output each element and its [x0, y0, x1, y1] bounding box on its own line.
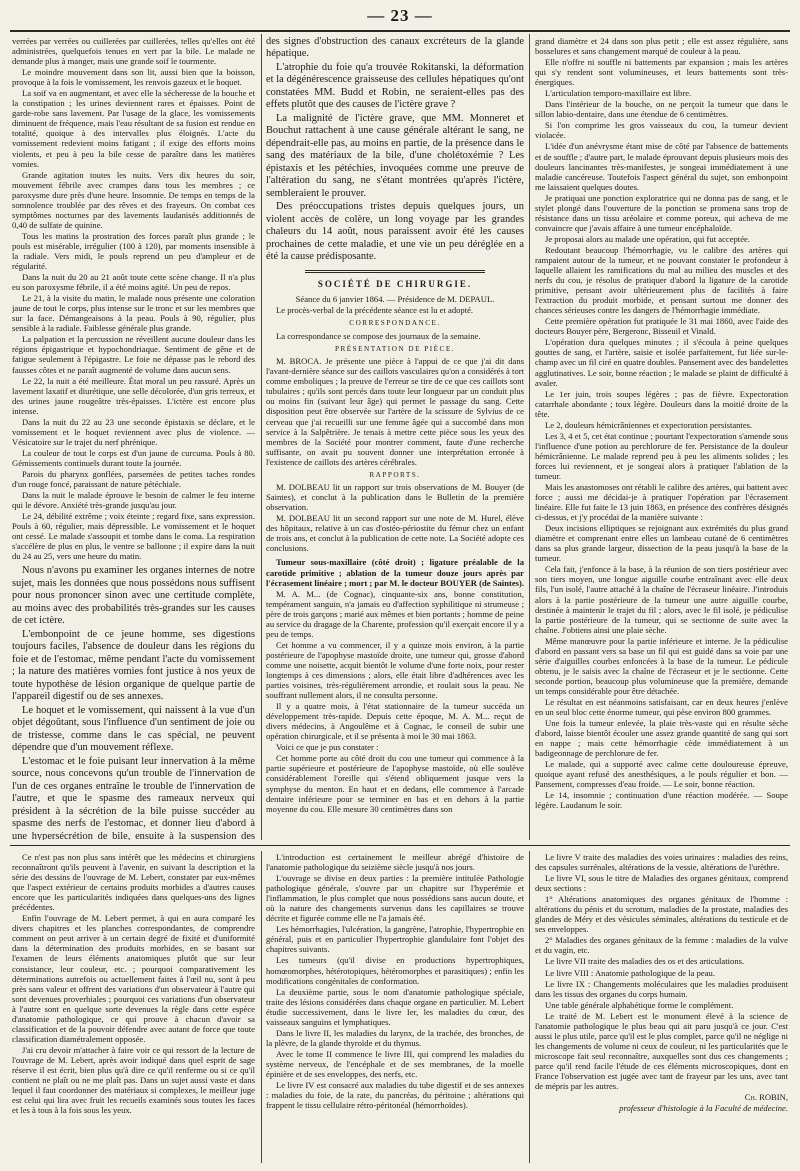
column-divider — [529, 34, 530, 840]
session-line: Séance du 6 janvier 1864. — Présidence de M. DEPAUL. — [295, 294, 495, 305]
paragraph: La soif va en augmentant, et avec elle la sécheresse de la bouche et la constipation ; les urines deviennent rares et épaisses. Point de garde-robe sans lavement. Par l'usage de la glace, les vomissements diminuent de fréquence, mais l'eau résultant de sa fusion est rendue en totalité, quoique à des intervalles plus éloignés. L'acte du vomissement redevient moins fatigant ; il exige des efforts moins violents, et peu à peu la bile cesse de paraître dans les matières vomies. — [12, 88, 255, 169]
paragraph: J'ai cru devoir m'attacher à faire voir ce qui ressort de la lecture de l'ouvrage de M. Lebert, après avoir indiqué dans quel esprit de sage réserve il est écrit, bien plus qu'à dire ce qu'il renferme ou si ce qu'il contient ne plaît ou ne me plaît pas. Dans un sujet aussi vaste et dans lequel il faut coordonner des matériaux si complexes, le meilleur juge est celui qui lira avec fruit les recueils examinés sous toutes les faces et les à tous à la fois sous les yeux. — [12, 1044, 255, 1116]
reports-heading: RAPPORTS. — [369, 470, 421, 479]
paragraph: M. A. M... (de Cognac), cinquante-six ans, bonne constitution, tempérament sanguin, n'a jamais eu d'affection syphilitique ni strumeuse ; père de trois garçons ; marié aux mêmes et bien portants ; homme de peine au service du dragage de la Charente, profession qu'il exerçait encore il y a peu de temps. — [266, 588, 524, 639]
paragraph: Si l'on comprime les gros vaisseaux du cou, la tumeur devient violacée. — [535, 120, 788, 141]
paragraph: Le livre IV est consacré aux maladies du tube digestif et de ses annexes : maladies du foie, de la rate, du pancréas, du péritoine ; altérations qui frappent le tissu cellulaire rétro-péritonéal (hémorrhoïdes). — [266, 1080, 524, 1111]
paragraph: Le 1er juin, trois soupes légères ; pas de fièvre. Expectoration catarrhale abondante ; toux légère. Douleurs dans la moitié droite de la tête. — [535, 388, 788, 419]
paragraph: Le 21, à la visite du matin, le malade nous présente une coloration jaune de tout le corps, plus intense sur le tronc et sur les membres que sur la face. Démangeaisons à la peau. Pouls à 90, régulier, plus sensible à la radiale. Faiblesse générale plus grande. — [12, 293, 255, 334]
society-title: SOCIÉTÉ DE CHIRURGIE. — [317, 278, 473, 289]
paragraph: Le livre IX : Changements moléculaires que les maladies produisent dans les tissus des organes du corps humain. — [535, 978, 788, 999]
separator — [305, 270, 486, 273]
paragraph: Cet homme porte au côté droit du cou une tumeur qui commence à la partie supérieure et postérieure de l'apophyse mastoïde, où elle soulève considérablement l'oreille qui s'étend obliquement jusque vers la symphyse du menton. En haut et en dedans, elle commence à l'arcade dentaire inférieure pour se terminer en bas et en dehors à la partie moyenne du cou. Elle mesure 30 centimètres dans son — [266, 753, 524, 814]
paragraph: Parois du pharynx gonflées, parsemées de petites taches rondes d'un rouge foncé, paraissant de nature pétéchiale. — [12, 468, 255, 490]
paragraph: La correspondance se compose des journaux de la semaine. — [276, 330, 481, 341]
paragraph: M. BROCA. Je présente une pièce à l'appui de ce que j'ai dit dans l'avant-dernière séance sur des caillots vasculaires qu'on a considérés à tort comme emboliques ; la preuve de l'erreur se tire de ce que ces caillots sont tubulaires ; qu'ils sont percés dans toute leur longueur par un conduit plus ou moins fin (suivant leur âge) qui permet le passage du sang. Cette disposition peut être observée sur l'artère de la scissure de Sylvius de ce cerveau que j'ai recueilli sur une femme âgée qui a succombé dans mon service à la Salpêtrière. Je tenais à mettre cette pièce sous les yeux des membres de la Société pour montrer comment, faute d'une recherche suffisante, on avait pu souvent donner une interprétation erronée à l'existence de caillots des artères cérébrales. — [266, 356, 524, 467]
top-rule — [10, 30, 790, 32]
paragraph: Le livre VII traite des maladies des os et des articulations. — [545, 956, 745, 967]
author-title: professeur d'histologie à la Faculté de médecine. — [619, 1103, 788, 1114]
paragraph: Le résultat en est néanmoins satisfaisant, car en deux heures j'enlève en un seul bloc cette énorme tumeur, qui pèse environ 800 grammes. — [535, 697, 788, 718]
paragraph: Redoutant beaucoup l'hémorrhagie, vu le calibre des artères qui rampaient autour de la tumeur, et ne pouvant constater le profondeur à laquelle allaient les ramifications du mal au milieu des muscles et des nerfs du cou, je résolus de pratiquer d'abord la ligature de la carotide primitive, pensant avoir ultérieurement plus de facilités à faire l'extraction du produit morbide, et pensant surtout me donner des chances sérieuses contre les dangers de l'hémorrhagie immédiate. — [535, 244, 788, 316]
paragraph: Le livre VI, sous le titre de Maladies des organes génitaux, comprend deux sections : — [535, 873, 788, 894]
paragraph: La palpation et la percussion ne réveillent aucune douleur dans les régions épigastrique et hypochondriaque. Sentiment de gêne et de fatigue seulement à l'épigastre. Le foie ne dépasse pas le rebord des fausses côtes et ne paraît augmenté de volume dans aucun sens. — [12, 334, 255, 375]
paragraph: L'embonpoint de ce jeune homme, ses digestions toujours faciles, l'absence de douleur dans les régions du foie et de l'estomac, même pendant l'acte du vomissement ; la nature des matières vomies font justice à nos yeux de toute hypothèse de lésion organique de quelque partie de l'appareil digestif ou de ses annexes. — [12, 628, 255, 703]
paragraph: Les 3, 4 et 5, cet état continue ; pourtant l'expectoration s'amende sous l'influence d'une potion au perchlorure de fer. Persistance de la douleur hémicrânienne. Le malade reprend peu à peu les aliments solides ; les forces lui reviennent, et je songeai alors à pratiquer l'ablation de la tumeur. — [535, 430, 788, 481]
paragraph: Les tumeurs (qu'il divise en productions hypertrophiques, homœomorphes, hétérotopiques, hétéromorphes et parasitiques) ; enfin les modifications congénitales de conformation. — [266, 955, 524, 986]
paragraph: Le 22, la nuit a été meilleure. État moral un peu rassuré. Après un lavement laxatif et diurétique, une selle décolorée, d'un gris terreux, et des urines jaune rougeâtre très-épaisses. L'ictère est encore plus intense. — [12, 375, 255, 416]
discussion — [12, 565, 255, 840]
discussion-continued — [266, 36, 524, 264]
section-rule — [10, 845, 790, 846]
paragraph: Tous les matins la prostration des forces paraît plus grande ; le pouls est misérable, irrégulier (100 à 120), par moments insensible à la radiale. Vers midi, le pouls reprend un peu d'ampleur et de régularité. — [12, 230, 255, 272]
paragraph: des signes d'obstruction des canaux excréteurs de la glande hépatique. — [266, 36, 524, 60]
paragraph: M. DOLBEAU lit un second rapport sur une note de M. Hurel, élève des hôpitaux, relative à un cas d'ostéo-périostite du fémur chez un enfant de trois ans, et conclut à la publication de cette note. La Société adopte ces conclusions. — [266, 513, 524, 554]
paragraph: grand diamètre et 24 dans son plus petit ; elle est assez régulière, sans bosselures et sans changement marqué de couleur à la peau. — [535, 36, 788, 57]
column-divider — [529, 851, 530, 1163]
minutes: Le procès-verbal de la précédente séance est lu et adopté. — [276, 305, 474, 316]
case-notes — [12, 36, 255, 561]
paragraph: Le traité de M. Lebert est le monument élevé à la science de l'anatomie pathologique le plus beau qui ait paru jusqu'à ce jour. C'est aussi le plus utile, parce qu'il est le plus complet, parce qu'il ne néglige ni les changements de volume ni ceux de couleur, ni les particularités que le microscope fait seul reconnaître, auxquelles sont dus ces changements ; parce qu'il rend facile l'étude de ces éléments microscopiques, dont en France l'observation est jugée avec tant de frayeur par les uns, avec tant de mépris par les autres. — [535, 1010, 788, 1092]
paragraph: La couleur de tout le corps est d'un jaune de curcuma. Pouls à 80. Gémissements continuels durant toute la journée. — [12, 447, 255, 468]
lower-column-2 — [266, 852, 524, 1163]
paragraph: Dans la nuit du 20 au 21 août toute cette scène change. Il n'a plus eu son paroxysme fébrile, il a été moins agité. Un peu de repos. — [12, 272, 255, 293]
paragraph: Le 2, douleurs hémicrâniennes et expectoration persistantes. — [545, 419, 753, 430]
paragraph: L'atrophie du foie qu'a trouvée Rokitanski, la déformation et la dégénérescence graisseuse des cellules hépatiques qu'ont constatées MM. Budd et Robin, ne seraient-elles pas des effets plutôt que des causes de l'ictère grave ? — [266, 61, 524, 111]
paragraph: Dans l'intérieur de la bouche, on ne perçoit la tumeur que dans le sillon labio-dentaire, dans une étendue de 6 centimètres. — [535, 99, 788, 120]
paragraph: Dans la nuit du 22 au 23 une seconde épistaxis se déclare, et le vomissement et le hoquet reviennent avec plus de violence. — Vésicatoire sur le trajet du nerf phrénique. — [12, 416, 255, 447]
paragraph: Je proposai alors au malade une opération, qui fut acceptée. — [545, 233, 750, 244]
paragraph: Avec le tome II commence le livre III, qui comprend les maladies du système nerveux, de l'encéphale et de ses membranes, de la moelle épinière et de ses enveloppes, des nerfs, etc. — [266, 1048, 524, 1079]
paragraph: Même manœuvre pour la partie inférieure et interne. Je la pédiculise d'abord en passant vers sa base un fil qui est guidé dans sa voie par une série d'aiguilles courbes enfoncées à la base de la tumeur. Le pédicule obtenu, je le saisis avec la chaîne de l'écraseur et je le sectionne. Cette seconde portion, beaucoup plus volumineuse que la première, demande un temps considérable pour être détachée. — [535, 635, 788, 696]
paragraph: Nous n'avons pu examiner les organes internes de notre sujet, mais les données que nous possédons nous suffisent pour nous prononcer sinon avec une certitude complète, au moins avec des probabilités très-grandes sur les causes de cet ictère. — [12, 565, 255, 627]
paragraph: Le malade, qui a supporté avec calme cette douloureuse épreuve, quoique ayant refusé des anesthésiques, a le pouls régulier et bon. — Pansement, compresses d'eau froide. — Le soir, bonne réaction. — [535, 759, 788, 790]
paragraph: Le 24, débilité extrême ; voix éteinte ; regard fixe, sans expression. Pouls à 60, régulier, mais dépressible. Le vomissement et le hoquet ont cessé. Le malade s'assoupit et tombe dans le coma. La respiration s'accélère de plus en plus, le ventre se ballonne ; il expire dans la nuit du 24 au 25, vers une heure du matin. — [12, 511, 255, 562]
paragraph: L'articulation temporo-maxillaire est libre. — [545, 88, 692, 99]
paragraph: Le moindre mouvement dans son lit, aussi bien que la boisson, provoque à la fois le vomissement, les renvois gazeux et le hoquet. — [12, 67, 255, 88]
author-signature: Ch. ROBIN, — [744, 1092, 788, 1103]
paragraph: Le livre V traite des maladies des voies urinaires : maladies des reins, des capsules surrénales, altérations de la vessie, altérations de l'urèthre. — [535, 852, 788, 873]
paragraph: Ce n'est pas non plus sans intérêt que les médecins et chirurgiens reconnaîtront qu'ils peuvent à l'avenir, en suivant la description et la série des dessins de l'ouvrage de M. Lebert, constater par eux-mêmes que l'aspect extérieur de certains produits morbides a d'autres causes encore que les particularités indiquées dans quelques-uns des lignes précédentes. — [12, 852, 255, 913]
presentation-heading: PRÉSENTATION DE PIÈCE. — [334, 344, 456, 353]
lower-column-1 — [12, 852, 255, 1163]
paragraph: L'introduction est certainement le meilleur abrégé d'histoire de l'anatomie pathologique du seizième siècle jusqu'à nos jours. — [266, 852, 524, 873]
paragraph: Le hoquet et le vomissement, qui naissent à la vue d'un objet dégoûtant, sous l'influence d'un sentiment de joie ou de tristesse, comme dans le cas spécial, ne peuvent dépendre que d'un mouvement réflexe. — [12, 704, 255, 754]
paragraph: L'idée d'un anévrysme étant mise de côté par l'absence de battements et de souffle ; d'autre part, le malade éprouvant depuis plusieurs mois des douleurs lancinantes très-manifestes, je songeai immédiatement à une maladie cancéreuse. Toutefois l'aspect général du sujet, son embonpoint me laissaient quelques doutes. — [535, 141, 788, 192]
paragraph: verrées par verrées ou cuillerées par cuillerées, telles qu'elles ont été administrées, quelquefois tenues en vert par la bile. Le malade ne demande plus à manger, mais une grande soif le tourmente. — [12, 36, 255, 67]
paragraph: La deuxième partie, sous le nom d'anatomie pathologique spéciale, traite des lésions considérées dans chaque organe en particulier. M. Lebert étudie successivement, dans le livre Ier, les maladies du cœur, des vaisseaux sanguins et lymphatiques. — [266, 986, 524, 1027]
paragraph: Cela fait, j'enfonce à la base, à la réunion de son tiers postérieur avec son tiers moyen, une longue aiguille courbe entraînant avec elle deux fils, l'un isolé, l'autre attaché à la chaîne de l'écraseur linéaire. J'introduis alors à la partie postérieure de la tumeur une autre aiguille courbe, destinée à maintenir le trajet du fil ; alors, avec le fil isolé, je pédiculise la partie postérieure de la tumeur, qui se sectionne de suite avec la chaîne. J'obtiens ainsi une plaie sèche. — [535, 564, 788, 635]
column-divider — [261, 34, 262, 840]
paragraph: 1° Altérations anatomiques des organes génitaux de l'homme : altérations du pénis et du scrotum, maladies de la prostate, maladies des glandes de Méry et des vésicules séminales, altérations du testicule et de ses enveloppes. — [535, 894, 788, 935]
upper-column-2 — [266, 36, 524, 840]
paragraph: La malignité de l'ictère grave, que MM. Monneret et Bouchut rattachent à une cause générale altérant le sang, ne dépendrait-elle pas, au moins en partie, de la présence dans le sang des matériaux de la bile, d'une cholétoxémie ? Les épistaxis et les pétéchies, invoquées comme une preuve de l'altération du sang, ne s'étant montrées qu'après l'ictère, sembleraient le prouver. — [266, 112, 524, 199]
paragraph: Dans la nuit le malade éprouve le besoin de calmer le feu interne qui le dévore. Anxiété très-grande jusqu'au jour. — [12, 490, 255, 511]
paragraph: Des préoccupations tristes depuis quelques jours, un violent accès de colère, un long voyage par les grandes chaleurs du 14 août, nous paraissent avoir été les causes prochaines de cette maladie, et une vie un peu déréglée en a été la cause prédisposante. — [266, 201, 524, 263]
paragraph: Les hémorrhagies, l'ulcération, la gangrène, l'atrophie, l'hypertrophie en général, puis et en particulier l'hypertrophie glandulaire font l'objet des chapitres suivants. — [266, 924, 524, 955]
lower-column-3 — [535, 852, 788, 1163]
paragraph: Le 14, insomnie ; continuation d'une réaction modérée. — Soupe légère. Laudanum le soir. — [535, 790, 788, 811]
paragraph: Cette première opération fut pratiquée le 31 mai 1860, avec l'aide des docteurs Bouyer père, Bergeronc, Bisseuil et Vinald. — [535, 316, 788, 337]
upper-column-1 — [12, 36, 255, 840]
paragraph: Grande agitation toutes les nuits. Vers dix heures du soir, mouvement fébrile avec crampes dans tous les membres ; ce paroxysme dure près d'une heure. Insomnie. De temps en temps de la somnolence troublée par des rêves et des frayeurs. On combat ces symptômes nocturnes par des lavements laudanisés additionnés de 0,40 de sulfate de quinine. — [12, 169, 255, 230]
paragraph: Elle n'offre ni souffle ni battements par expansion ; mais les artères qui s'y rendent sont volumineuses, et leurs battements sont très-énergiques. — [535, 57, 788, 88]
paragraph: Enfin l'ouvrage de M. Lebert permet, à qui en aura comparé les divers chapitres et les planches correspondantes, de comprendre comment on peut arriver à un certain degré de fixité et d'uniformité dans la détermination des produits morbides, en se basant sur l'examen de leurs éléments anatomiques plutôt que sur leur consistance, leur couleur, etc. ; pourquoi comparativement les déterminations autrefois ou actuellement faites à l'œil nu, sont à peu près sans valeur et offrent des variations d'un observateur à l'autre qui sont devenues proverbiales ; pourquoi ces variations d'un observateur à l'autre sont en quelque sorte devenues la règle dans cette espèce d'anatomie pathologique, ce qui prouve à chacun d'avoir sa classification et de la pouvoir défendre avec autant de force que toute classification diamétralement opposée. — [12, 913, 255, 1044]
paragraph: L'opération dura quelques minutes ; il s'écoula à peine quelques gouttes de sang, et l'artère, saisie et isolée parfaitement, fut liée sur-le-champ avec un fil ciré en quatre doubles. Pansement avec des bandelettes agglutinatives. Le soir, bonne réaction ; le malade se plaint de difficulté à avaler. — [535, 337, 788, 388]
page-number: — 23 — — [367, 6, 433, 25]
case-title: Tumeur sous-maxillaire (côté droit) ; ligature préalable de la carotide primitive ; ablation de la tumeur douze jours après par l'écrasement linéaire ; mort ; par M. le docteur BOUYER (de Saintes). — [266, 557, 524, 588]
paragraph: Une fois la tumeur enlevée, la plaie très-vaste qui en résulte sèche d'abord, laisse bientôt écouler une assez grande quantité de sang qui sort en nappe ; mais cette hémorrhagie cède immédiatement à un badigeonnage de perchlorure de fer. — [535, 718, 788, 759]
paragraph: Cet homme a vu commencer, il y a quinze mois environ, à la partie postérieure de l'apophyse mastoïde droite, une tumeur qui, grosse d'abord comme une noisette, acquit bientôt le volume d'une forte noix, pour rester longtemps à ces dimensions ; alors, elle était libre d'adhérences avec les parties voisines, très-régulièrement arrondie, et roulait sous la peau. Ne souffrant nullement alors, il ne consulta personne. — [266, 639, 524, 701]
column-divider — [261, 851, 262, 1163]
paragraph: Le livre VIII : Anatomie pathologique de la peau. — [545, 967, 715, 978]
paragraph: Mais les anastomoses ont rétabli le calibre des artères, qui battent avec force ; aussi me décidai-je à pratiquer l'opération par l'écrasement linéaire. Elle fut faite le 13 juin 1863, en présence des confrères désignés ci-dessus, et j'y procédai de la manière suivante : — [535, 482, 788, 523]
paragraph: L'ouvrage se divise en deux parties : la première intitulée Pathologie pathologique générale, s'ouvre par un chapitre sur l'hyperémie et l'inflammation, le plus complet que nous possédions sans aucun doute, et où la nature des changements survenus dans les capillaires se trouve décrite et figurée comme elle ne l'a jamais été. — [266, 873, 524, 924]
upper-column-3 — [535, 36, 788, 840]
paragraph: M. DOLBEAU lit un rapport sur trois observations de M. Bouyer (de Saintes), et conclut à la publication dans le Bulletin de la première observation. — [266, 482, 524, 513]
correspondence-heading: CORRESPONDANCE. — [349, 319, 441, 328]
paragraph: Deux incisions elliptiques se rejoignant aux extrémités du plus grand diamètre et comprenant entre elles un lambeau cutané de 6 centimètres dans sa plus grande largeur, dissection de la peau jusqu'à la base de la tumeur. — [535, 523, 788, 564]
paragraph: Dans le livre II, les maladies du larynx, de la trachée, des bronches, de la plèvre, de la glande thyroïde et du thymus. — [266, 1027, 524, 1048]
paragraph: Je pratiquai une ponction exploratrice qui ne donna pas de sang, et le stylet plongé dans l'ouverture de la ponction se promena sans trop de résistance dans un tissu aréolaire et comme poreux, qui acheva de me convaincre que j'avais affaire à une tumeur encéphaloïde. — [535, 192, 788, 233]
paragraph: Il y a quatre mois, à l'état stationnaire de la tumeur succéda un développement très-rapide. Depuis cette époque, M. A. M... reçut de divers médecins, à Angoulême et à Cognac, le conseil de subir une opération chirurgicale, et il se présenta à moi le 30 mai 1863. — [266, 701, 524, 742]
paragraph: Une table générale alphabétique forme le complément. — [545, 999, 734, 1010]
paragraph: 2° Maladies des organes génitaux de la femme : maladies de la vulve et du vagin, etc. — [535, 935, 788, 956]
paragraph: Voici ce que je pus constater : — [276, 742, 379, 753]
paragraph: L'estomac et le foie puisant leur innervation à la même source, nous concevons qu'un trouble de l'innervation de l'un de ces organes entraîne le trouble de l'innervation de l'autre, et que le spasme des rameaux nerveux qui président à la sécrétion de la bile puisse succéder au spasme des nerfs de l'estomac, et donner lieu d'abord à une hypersécrétion de bile, ensuite à la suspension des — [12, 755, 255, 840]
